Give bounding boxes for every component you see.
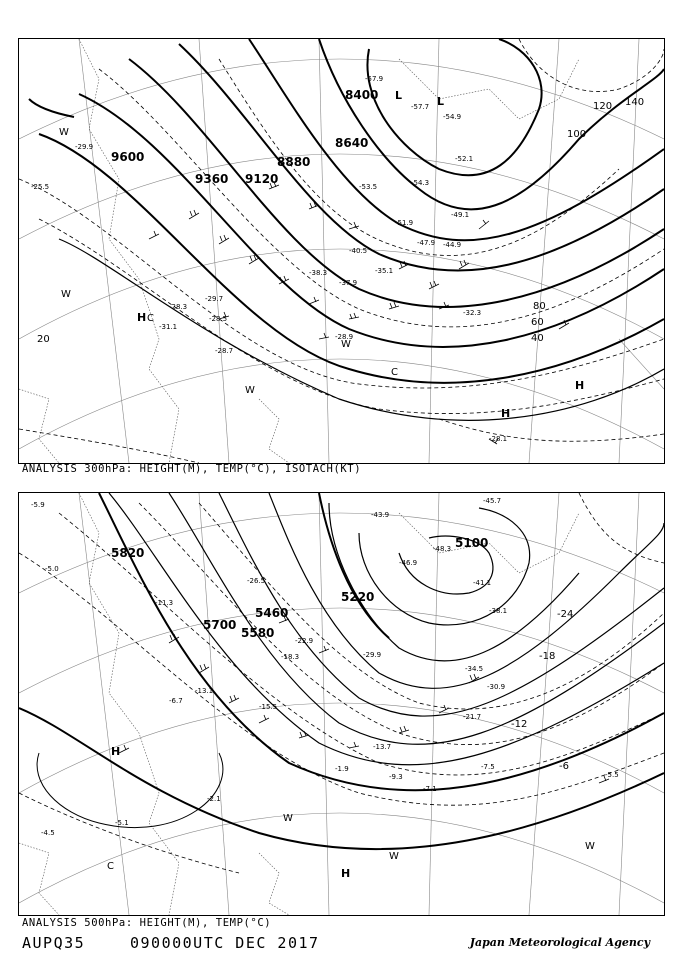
temp-label: -5.5 bbox=[605, 771, 619, 779]
high-marker: H bbox=[111, 745, 121, 758]
temp-label: -9.3 bbox=[389, 773, 403, 781]
isotach-label: 100 bbox=[567, 129, 587, 140]
warm-marker: W bbox=[341, 339, 351, 350]
temp-label: -26.5 bbox=[247, 577, 266, 585]
temp-label: -5.1 bbox=[115, 819, 129, 827]
temp-label: -38.1 bbox=[489, 607, 508, 615]
temp-label: -34.5 bbox=[465, 665, 484, 673]
temp-label: -7.5 bbox=[481, 763, 495, 771]
temp-label: -44.9 bbox=[443, 241, 462, 249]
temp-label: -31.1 bbox=[159, 323, 178, 331]
cold-marker: C bbox=[107, 861, 114, 872]
isotach-label: 120 bbox=[593, 101, 613, 112]
temp-label: -37.9 bbox=[339, 279, 358, 287]
temp-label: -28.7 bbox=[215, 347, 234, 355]
isotherms bbox=[19, 39, 664, 463]
height-label: 5460 bbox=[255, 606, 289, 620]
temp-label: -5.0 bbox=[45, 565, 59, 573]
temp-label: -48.3 bbox=[433, 545, 452, 553]
temp-label: -52.1 bbox=[455, 155, 474, 163]
warm-marker: W bbox=[59, 127, 69, 138]
temp-label: -54.9 bbox=[443, 113, 462, 121]
temp-label: -22.9 bbox=[295, 637, 314, 645]
isotherm-label: -24 bbox=[557, 609, 574, 620]
high-marker: H bbox=[501, 407, 511, 420]
height-label: 5220 bbox=[341, 590, 375, 604]
temp-label: -28.3 bbox=[169, 303, 188, 311]
temp-label: -11.3 bbox=[155, 599, 174, 607]
temp-label: -25.5 bbox=[31, 183, 50, 191]
isotach-label: 60 bbox=[531, 317, 544, 328]
wind-barbs bbox=[119, 616, 609, 783]
temp-label: -2.1 bbox=[207, 795, 221, 803]
warm-marker: W bbox=[585, 841, 595, 852]
height-label: 9120 bbox=[245, 172, 279, 186]
height-labels bbox=[111, 88, 378, 186]
isotach-label: 40 bbox=[531, 333, 544, 344]
low-marker: L bbox=[395, 89, 403, 102]
temp-label: -1.9 bbox=[335, 765, 349, 773]
temp-label: -54.3 bbox=[411, 179, 430, 187]
chart-code: AUPQ35 bbox=[22, 934, 86, 952]
temp-label: -29.7 bbox=[205, 295, 224, 303]
temp-label: -57.9 bbox=[365, 75, 384, 83]
isotach-label: 140 bbox=[625, 97, 645, 108]
isotherm-label: -18 bbox=[539, 651, 556, 662]
temp-label: -29.9 bbox=[75, 143, 94, 151]
temp-label: -5.9 bbox=[31, 501, 45, 509]
temp-label: -21.7 bbox=[463, 713, 482, 721]
temp-label: -13.1 bbox=[195, 687, 214, 695]
height-label: 5100 bbox=[455, 536, 489, 550]
temp-label: -30.9 bbox=[487, 683, 506, 691]
temp-label: -28.1 bbox=[489, 435, 508, 443]
high-marker: H bbox=[137, 311, 147, 324]
temp-label: -38.3 bbox=[309, 269, 328, 277]
analysis-500hpa-map bbox=[18, 492, 665, 916]
temp-label: -7.1 bbox=[423, 785, 437, 793]
temp-label: -32.3 bbox=[463, 309, 482, 317]
temp-label: -40.5 bbox=[349, 247, 368, 255]
low-marker: L bbox=[437, 95, 445, 108]
temp-label: -28.9 bbox=[335, 333, 354, 341]
temp-label: -45.7 bbox=[483, 497, 502, 505]
temp-label: -57.7 bbox=[411, 103, 430, 111]
cold-marker: C bbox=[147, 313, 154, 324]
caption-300hpa: ANALYSIS 300hPa: HEIGHT(M), TEMP(°C), ISOTACH(KT) bbox=[22, 463, 362, 475]
caption-500hpa: ANALYSIS 500hPa: HEIGHT(M), TEMP(°C) bbox=[22, 917, 272, 929]
warm-marker: W bbox=[283, 813, 293, 824]
temp-label: -49.1 bbox=[451, 211, 470, 219]
pressure-markers bbox=[107, 745, 595, 880]
temp-label: -13.7 bbox=[373, 743, 392, 751]
high-marker: H bbox=[341, 867, 351, 880]
temp-label: -29.9 bbox=[363, 651, 382, 659]
temp-label: -41.1 bbox=[473, 579, 492, 587]
isotherm-label: -12 bbox=[511, 719, 528, 730]
analysis-300hpa-map bbox=[18, 38, 665, 464]
map-300hpa-canvas bbox=[19, 39, 664, 463]
high-marker: H bbox=[575, 379, 585, 392]
isotherm-label: -6 bbox=[559, 761, 569, 772]
isotach-label: 80 bbox=[533, 301, 546, 312]
height-label: 5700 bbox=[203, 618, 237, 632]
temp-label: -6.7 bbox=[169, 697, 183, 705]
map-500hpa-canvas bbox=[19, 493, 664, 915]
cold-marker: C bbox=[391, 367, 398, 378]
valid-time: 090000UTC DEC 2017 bbox=[130, 934, 320, 952]
warm-marker: W bbox=[61, 289, 71, 300]
height-label: 9360 bbox=[195, 172, 229, 186]
temp-label: -15.5 bbox=[259, 703, 278, 711]
temp-label: -47.9 bbox=[417, 239, 436, 247]
warm-marker: W bbox=[389, 851, 399, 862]
warm-marker: W bbox=[245, 385, 255, 396]
temp-label: -4.5 bbox=[41, 829, 55, 837]
temp-label: -35.1 bbox=[375, 267, 394, 275]
temp-label: -46.9 bbox=[399, 559, 418, 567]
height-label: 5580 bbox=[241, 626, 275, 640]
temp-label: -43.9 bbox=[371, 511, 390, 519]
height-label: 8400 bbox=[345, 88, 379, 102]
temp-label: -53.5 bbox=[359, 183, 378, 191]
height-label: 5820 bbox=[111, 546, 145, 560]
isotach-label: 20 bbox=[37, 334, 50, 345]
agency-name: Japan Meteorological Agency bbox=[469, 936, 650, 949]
height-label: 8640 bbox=[335, 136, 369, 150]
height-label: 8880 bbox=[277, 155, 311, 169]
isotherm-labels bbox=[511, 609, 573, 772]
temp-label: -28.5 bbox=[209, 315, 228, 323]
height-label: 9600 bbox=[111, 150, 145, 164]
temp-label: -51.9 bbox=[395, 219, 414, 227]
temp-label: -18.3 bbox=[281, 653, 300, 661]
